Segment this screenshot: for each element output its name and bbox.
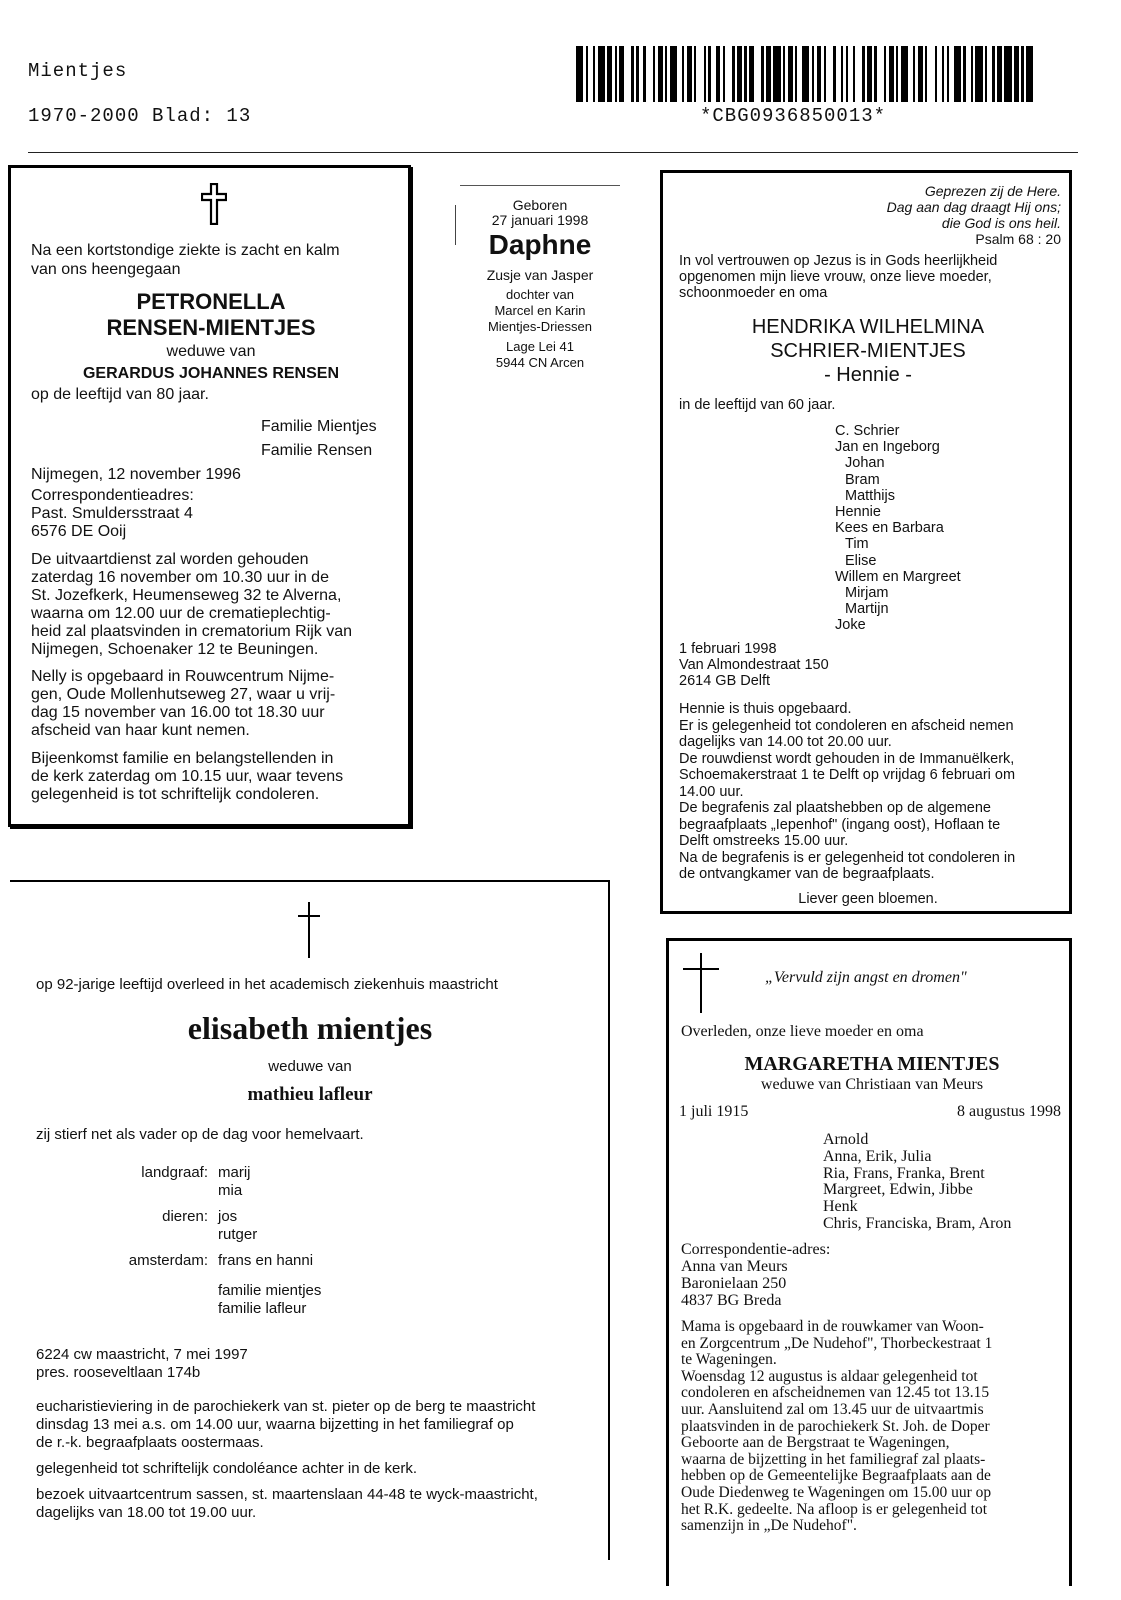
arrangement-line: Oude Diedenweg te Wageningen om 15.00 uur op	[681, 1484, 992, 1501]
birth-line: Zusje van Jasper	[486, 267, 594, 283]
baby-name: Daphne	[488, 229, 592, 260]
barcode-bar	[901, 46, 908, 102]
barcode-bar	[877, 46, 884, 102]
family-member: Mirjam	[845, 585, 889, 601]
viewing-line: dag 15 november van 16.00 tot 18.30 uur	[31, 704, 325, 721]
birth-line: Lage Lei 41	[506, 339, 574, 354]
intro: op 92-jarige leeftijd overleed in het academisch ziekenhuis maastricht	[36, 976, 498, 993]
arrangement-line: Na de begrafenis is er gelegenheid tot condoleren in	[679, 849, 1016, 866]
family-member: Johan	[845, 455, 885, 472]
widow-of: weduwe van Christiaan van Meurs	[760, 1076, 984, 1093]
family-member: Anna, Erik, Julia	[823, 1147, 932, 1165]
family-name: jos	[218, 1208, 238, 1225]
address-line: Van Almondestraat 150	[679, 657, 829, 673]
cross-icon	[298, 902, 320, 958]
barcode-bar	[975, 46, 982, 102]
husband-name: GERARDUS JOHANNES RENSEN	[82, 365, 340, 382]
age: in de leeftijd van 60 jaar.	[679, 397, 836, 413]
barcode	[576, 46, 1034, 102]
region-label: amsterdam:	[128, 1252, 208, 1269]
arrangement-line: dagelijks van 14.00 tot 20.00 uur.	[679, 734, 892, 750]
arrangement-line: Er is gelegenheid tot condoleren en afscheid nemen	[679, 717, 1014, 734]
barcode-bar	[1026, 46, 1033, 102]
deceased-first-name: PETRONELLA	[136, 289, 286, 314]
barcode-bar	[754, 46, 761, 102]
address-line: 2614 GB Delft	[679, 673, 771, 689]
visit-line: bezoek uitvaartcentrum sassen, st. maartenslaan 44-48 te wyck-maastricht,	[36, 1486, 538, 1503]
deceased-given-names: HENDRIKA WILHELMINA	[751, 316, 985, 338]
correspondence-line: 4837 BG Breda	[681, 1292, 782, 1309]
birth-line: 5944 CN Arcen	[495, 355, 585, 370]
family-member: Jan en Ingeborg	[835, 439, 940, 456]
barcode-bar	[576, 46, 583, 102]
family-member: Joke	[835, 617, 866, 634]
family-member: Elise	[845, 552, 877, 569]
viewing-line: Nelly is opgebaard in Rouwcentrum Nijme-	[31, 668, 335, 685]
gathering-line: Bijeenkomst familie en belangstellenden in	[31, 750, 334, 767]
barcode-bar	[624, 46, 631, 102]
arrangement-line: Woensdag 12 augustus is aldaar gelegenheid tot	[681, 1367, 978, 1385]
intro: Overleden, onze lieve moeder en oma	[681, 1023, 924, 1040]
family-member: Ria, Frans, Franka, Brent	[823, 1164, 985, 1182]
family-member: Chris, Franciska, Bram, Aron	[823, 1215, 1012, 1232]
document-name: Mientjes	[28, 60, 128, 82]
intro-line: schoonmoeder en oma	[679, 285, 828, 301]
correspondence-line: Baronielaan 250	[681, 1275, 787, 1292]
barcode-bar	[1004, 46, 1011, 102]
arrangement-line: condoleren en afscheidnemen van 12.45 tot 13.15	[681, 1384, 990, 1402]
birth-line: Marcel en Karin	[494, 303, 586, 318]
deceased-name: MARGARETHA MIENTJES	[744, 1053, 1000, 1075]
visit-line: dagelijks van 18.00 tot 19.00 uur.	[36, 1504, 257, 1521]
barcode-bar	[725, 46, 732, 102]
family-member: C. Schrier	[835, 423, 900, 439]
family-name: marij	[218, 1164, 251, 1181]
corr-line: Past. Smuldersstraat 4	[31, 505, 193, 522]
notice-daphne	[455, 185, 630, 385]
arrangement-line: plaatsvinden in de parochiekerk St. Joh. de Doper	[681, 1417, 990, 1435]
gathering-line: de kerk zaterdag om 10.15 uur, waar tevens	[31, 768, 344, 785]
widow-of: weduwe van	[166, 343, 256, 360]
condolence: gelegenheid tot schriftelijk condoléance achter in de kerk.	[36, 1460, 418, 1477]
arrangement-line: De rouwdienst wordt gehouden in de Immanuëlkerk,	[679, 750, 1015, 767]
corr-line: Correspondentieadres:	[31, 487, 194, 504]
intro-line-2: van ons heengegaan	[31, 261, 181, 278]
barcode-bar	[773, 46, 780, 102]
note: zij stierf net als vader op de dag voor hemelvaart.	[36, 1126, 364, 1143]
region-label: dieren:	[162, 1208, 208, 1225]
deceased-surname: RENSEN-MIENTJES	[106, 315, 316, 340]
correspondence-line: Correspondentie-adres:	[681, 1241, 831, 1258]
barcode-bar	[954, 46, 961, 102]
arrangement-line: de ontvangkamer van de begraafplaats.	[679, 866, 935, 882]
service-line: De uitvaartdienst zal worden gehouden	[31, 551, 309, 568]
family-member: Tim	[845, 536, 869, 553]
service-line: zaterdag 16 november om 10.30 uur in de	[31, 569, 329, 586]
arrangement-line: waarna de bijzetting in het familiegraf zal plaats-	[681, 1450, 986, 1468]
barcode-bar	[826, 46, 833, 102]
service-line: Nijmegen, Schoenaker 12 te Beuningen.	[31, 641, 319, 658]
family-sign: familie mientjes	[218, 1282, 322, 1299]
deceased-surname: SCHRIER-MIENTJES	[770, 340, 966, 362]
intro-line: In vol vertrouwen op Jezus is in Gods heerlijkheid	[679, 253, 998, 269]
family-member: Arnold	[823, 1131, 869, 1148]
service-line: heid zal plaatsvinden in crematorium Rijk van	[31, 623, 353, 640]
arrangement-line: De begrafenis zal plaatshebben op de algemene	[679, 800, 991, 816]
arrangement-line: Geboorte aan de Bergstraat te Wageningen,	[681, 1434, 950, 1452]
notice-margaretha	[666, 938, 1072, 1586]
birth-date: 27 januari 1998	[491, 212, 589, 228]
birth-date: 1 juli 1915	[679, 1103, 749, 1120]
quote: „Vervuld zijn angst en dromen"	[765, 969, 967, 986]
address-line: 6224 cw maastricht, 7 mei 1997	[36, 1346, 248, 1363]
arrangement-line: begraafplaats „Iepenhof" (ingang oost), Hoflaan te	[679, 816, 1001, 833]
barcode-bar	[670, 46, 677, 102]
barcode-bar	[696, 46, 703, 102]
arrangement-line: en Zorgcentrum „De Nudehof", Thorbeckestraat 1	[681, 1334, 993, 1352]
family-sign: familie lafleur	[218, 1300, 307, 1317]
born-label: Geboren	[512, 197, 568, 213]
barcode-bar	[927, 46, 934, 102]
barcode-bar	[855, 46, 862, 102]
arrangement-line: 14.00 uur.	[679, 783, 744, 800]
family-2: Familie Rensen	[261, 442, 373, 459]
arrangement-line: uur. Aansluitend zal om 13.45 uur de uitvaartmis	[681, 1401, 984, 1418]
family-1: Familie Mientjes	[261, 418, 377, 435]
viewing-line: gen, Oude Mollenhutseweg 27, waar u vrij-	[31, 686, 336, 703]
family-member: Kees en Barbara	[835, 520, 944, 537]
psalm-line: die God is ons heil.	[941, 215, 1061, 231]
arrangement-line: hebben op de Gemeentelijke Begraafplaats aan de	[681, 1467, 991, 1485]
region-label: landgraaf:	[141, 1164, 208, 1181]
husband-name: mathieu lafleur	[247, 1084, 373, 1105]
mass-line: de r.-k. begraafplaats oostermaas.	[36, 1434, 264, 1451]
barcode-text: *CBG0936850013*	[700, 105, 887, 127]
birth-line: Mientjes-Driessen	[487, 319, 593, 334]
psalm-line: Dag aan dag draagt Hij ons;	[886, 199, 1061, 215]
family-member: Bram	[845, 471, 880, 488]
mass-line: eucharistieviering in de parochiekerk van st. pieter op de berg te maastricht	[36, 1398, 536, 1415]
family-name: frans en hanni	[218, 1252, 314, 1269]
widow-of: weduwe van	[268, 1058, 352, 1075]
barcode-bar	[802, 46, 809, 102]
address-line: 1 februari 1998	[679, 641, 777, 657]
mass-line: dinsdag 13 mei a.s. om 14.00 uur, waarna bijzetting in het familiegraf op	[36, 1416, 514, 1433]
family-member: Matthijs	[845, 487, 895, 504]
family-member: Willem en Margreet	[835, 568, 961, 585]
intro-line-1: Na een kortstondige ziekte is zacht en kalm	[31, 242, 340, 259]
no-flowers: Liever geen bloemen.	[798, 891, 938, 907]
barcode-bar	[646, 46, 653, 102]
place-date: Nijmegen, 12 november 1996	[31, 466, 241, 483]
gathering-line: gelegenheid is tot schriftelijk condoleren.	[31, 786, 320, 803]
birth-line: dochter van	[506, 287, 574, 302]
range-and-sheet: 1970-2000 Blad: 13	[28, 105, 252, 127]
arrangement-line: Schoemakerstraat 1 te Delft op vrijdag 6 februari om	[679, 767, 1016, 783]
death-date: 8 augustus 1998	[957, 1103, 1061, 1120]
psalm-ref: Psalm 68 : 20	[975, 231, 1061, 247]
family-member: Martijn	[845, 601, 889, 618]
arrangement-line: Hennie is thuis opgebaard.	[679, 701, 852, 717]
cross-icon	[683, 953, 719, 1013]
arrangement-line: Mama is opgebaard in de rouwkamer van Woon-	[681, 1318, 984, 1335]
header-divider	[28, 152, 1078, 153]
age: op de leeftijd van 80 jaar.	[31, 386, 209, 403]
nickname: - Hennie -	[824, 364, 912, 386]
notice-petronella	[8, 165, 411, 827]
family-member: Henk	[823, 1198, 858, 1216]
arrangement-line: het R.K. gedeelte. Na afloop is er gelegenheid tot	[681, 1500, 988, 1518]
service-line: St. Jozefkerk, Heumenseweg 32 te Alverna,	[31, 587, 342, 604]
intro-line: opgenomen mijn lieve vrouw, onze lieve moeder,	[679, 269, 992, 285]
deceased-name: elisabeth mientjes	[187, 1010, 433, 1046]
arrangement-line: Delft omstreeks 15.00 uur.	[679, 833, 849, 849]
family-name: mia	[218, 1182, 243, 1199]
address-line: pres. rooseveltlaan 174b	[36, 1364, 201, 1381]
arrangement-line: samenzijn in „De Nudehof".	[681, 1517, 857, 1535]
psalm-line: Geprezen zij de Here.	[924, 183, 1061, 199]
barcode-bar	[598, 46, 605, 102]
arrangement-line: te Wageningen.	[681, 1351, 777, 1369]
service-line: waarna om 12.00 uur de crematieplechtig-	[31, 605, 331, 622]
correspondence-line: Anna van Meurs	[681, 1258, 788, 1275]
notice-hendrika	[660, 170, 1072, 914]
corr-line: 6576 DE Ooij	[31, 523, 127, 540]
cross-icon	[201, 183, 227, 225]
notice-elisabeth	[10, 880, 610, 1560]
family-name: rutger	[218, 1226, 258, 1243]
family-member: Hennie	[835, 504, 881, 520]
family-member: Margreet, Edwin, Jibbe	[823, 1181, 973, 1199]
viewing-line: afscheid van haar kunt nemen.	[31, 722, 250, 739]
